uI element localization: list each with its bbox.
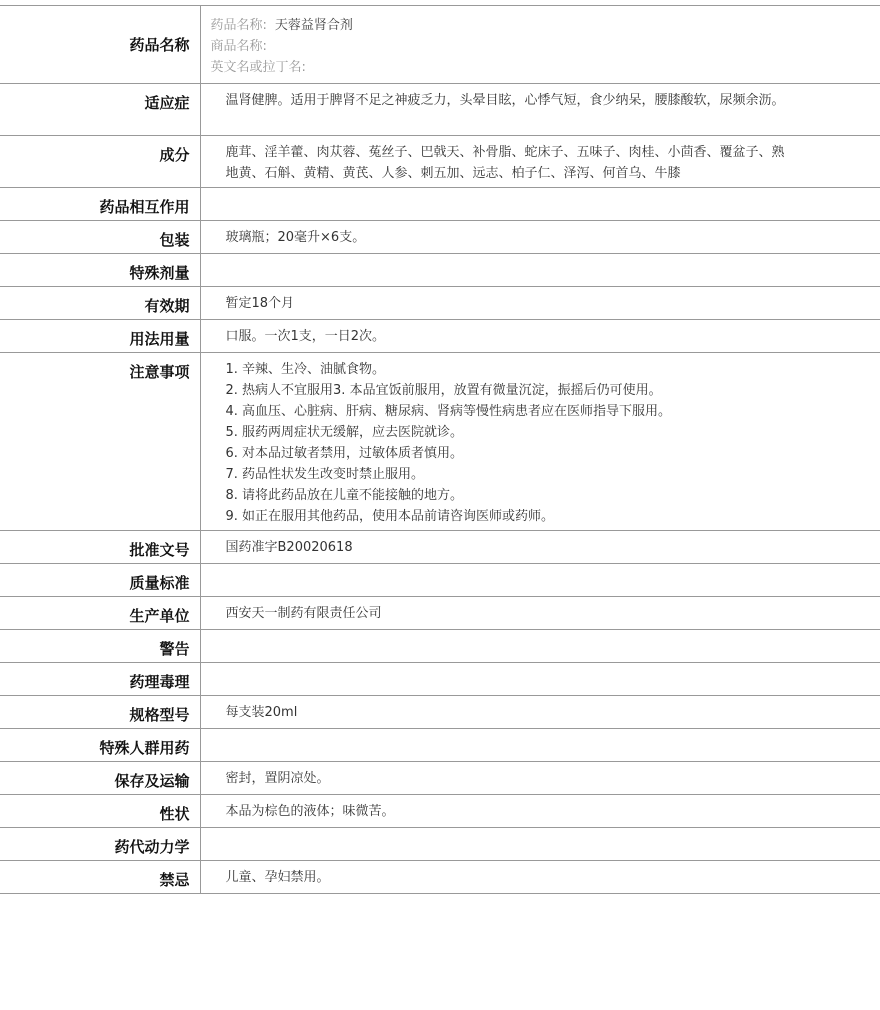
row-warning bbox=[0, 630, 880, 663]
row-pharmacology bbox=[0, 663, 880, 696]
label-ingredients: 成分 bbox=[0, 136, 200, 188]
precaution-item: 7. 药品性状发生改变时禁止服用。 bbox=[225, 467, 425, 482]
value-packaging: 玻璃瓶；20毫升×6支。 bbox=[200, 221, 880, 254]
drug-info-table bbox=[0, 5, 880, 894]
precaution-item: 4. 高血压、心脏病、肝病、糖尿病、肾病等慢性病患者应在医师指导下服用。 bbox=[225, 404, 672, 419]
precaution-item: 8. 请将此药品放在儿童不能接触的地方。 bbox=[225, 488, 464, 503]
row-manufacturer bbox=[0, 597, 880, 630]
precaution-item: 6. 对本品过敏者禁用，过敏体质者慎用。 bbox=[225, 446, 464, 461]
value-interactions bbox=[200, 188, 880, 221]
value-quality-standard bbox=[200, 564, 880, 597]
value-indications: 温肾健脾。适用于脾肾不足之神疲乏力，头晕目眩，心悸气短，食少纳呆，腰膝酸软，尿频余沥。 bbox=[200, 84, 880, 136]
value-description: 本品为棕色的液体；味微苦。 bbox=[200, 795, 880, 828]
label-indications: 适应症 bbox=[0, 84, 200, 136]
value-approval-number: 国药准字B20020618 bbox=[200, 531, 880, 564]
row-description bbox=[0, 795, 880, 828]
row-quality-standard bbox=[0, 564, 880, 597]
label-special-dosage: 特殊剂量 bbox=[0, 254, 200, 287]
value-usage: 口服。一次1支，一日2次。 bbox=[200, 320, 880, 353]
precaution-item: 2. 热病人不宜服用3. 本品宜饭前服用，放置有微量沉淀，振摇后仍可使用。 bbox=[225, 383, 662, 398]
precaution-item: 5. 服药两周症状无缓解，应去医院就诊。 bbox=[225, 425, 464, 440]
label-special-populations: 特殊人群用药 bbox=[0, 729, 200, 762]
label-pharmacokinetics: 药代动力学 bbox=[0, 828, 200, 861]
trade-name-label: 商品名称: bbox=[210, 39, 267, 54]
value-special-populations bbox=[200, 729, 880, 762]
row-pharmacokinetics bbox=[0, 828, 880, 861]
row-specification bbox=[0, 696, 880, 729]
label-drug-name: 药品名称 bbox=[0, 6, 200, 84]
row-special-dosage bbox=[0, 254, 880, 287]
label-packaging: 包装 bbox=[0, 221, 200, 254]
value-pharmacology bbox=[200, 663, 880, 696]
label-specification: 规格型号 bbox=[0, 696, 200, 729]
name-block bbox=[200, 6, 880, 84]
label-pharmacology: 药理毒理 bbox=[0, 663, 200, 696]
value-contraindications: 儿童、孕妇禁用。 bbox=[200, 861, 880, 894]
row-special-populations bbox=[0, 729, 880, 762]
english-name-label: 英文名或拉丁名: bbox=[210, 60, 306, 75]
value-special-dosage bbox=[200, 254, 880, 287]
value-ingredients: 鹿茸、淫羊藿、肉苁蓉、菟丝子、巴戟天、补骨脂、蛇床子、五味子、肉桂、小茴香、覆盆子、熟地黄、石斛、黄精、黄芪、人参、刺五加、远志、柏子仁、泽泻、何首乌、牛膝 bbox=[200, 136, 880, 188]
label-contraindications: 禁忌 bbox=[0, 861, 200, 894]
value-storage: 密封，置阴凉处。 bbox=[200, 762, 880, 795]
label-manufacturer: 生产单位 bbox=[0, 597, 200, 630]
row-shelf-life bbox=[0, 287, 880, 320]
row-contraindications bbox=[0, 861, 880, 894]
value-specification: 每支装20ml bbox=[200, 696, 880, 729]
value-pharmacokinetics bbox=[200, 828, 880, 861]
label-quality-standard: 质量标准 bbox=[0, 564, 200, 597]
label-precautions: 注意事项 bbox=[0, 353, 200, 531]
label-storage: 保存及运输 bbox=[0, 762, 200, 795]
label-approval-number: 批准文号 bbox=[0, 531, 200, 564]
generic-name-label: 药品名称: bbox=[210, 18, 267, 33]
row-approval-number bbox=[0, 531, 880, 564]
precaution-item: 1. 辛辣、生冷、油腻食物。 bbox=[225, 362, 386, 377]
row-storage bbox=[0, 762, 880, 795]
value-manufacturer: 西安天一制药有限责任公司 bbox=[200, 597, 880, 630]
label-description: 性状 bbox=[0, 795, 200, 828]
row-ingredients bbox=[0, 136, 880, 188]
label-shelf-life: 有效期 bbox=[0, 287, 200, 320]
label-usage: 用法用量 bbox=[0, 320, 200, 353]
row-drug-name bbox=[0, 6, 880, 84]
row-usage bbox=[0, 320, 880, 353]
label-warning: 警告 bbox=[0, 630, 200, 663]
precaution-item: 9. 如正在服用其他药品，使用本品前请咨询医师或药师。 bbox=[225, 509, 555, 524]
row-packaging bbox=[0, 221, 880, 254]
value-precautions bbox=[200, 353, 880, 531]
value-shelf-life: 暂定18个月 bbox=[200, 287, 880, 320]
value-warning bbox=[200, 630, 880, 663]
row-indications bbox=[0, 84, 880, 136]
row-precautions bbox=[0, 353, 880, 531]
row-interactions bbox=[0, 188, 880, 221]
generic-name-value: 天蓉益肾合剂 bbox=[274, 18, 353, 33]
label-interactions: 药品相互作用 bbox=[0, 188, 200, 221]
